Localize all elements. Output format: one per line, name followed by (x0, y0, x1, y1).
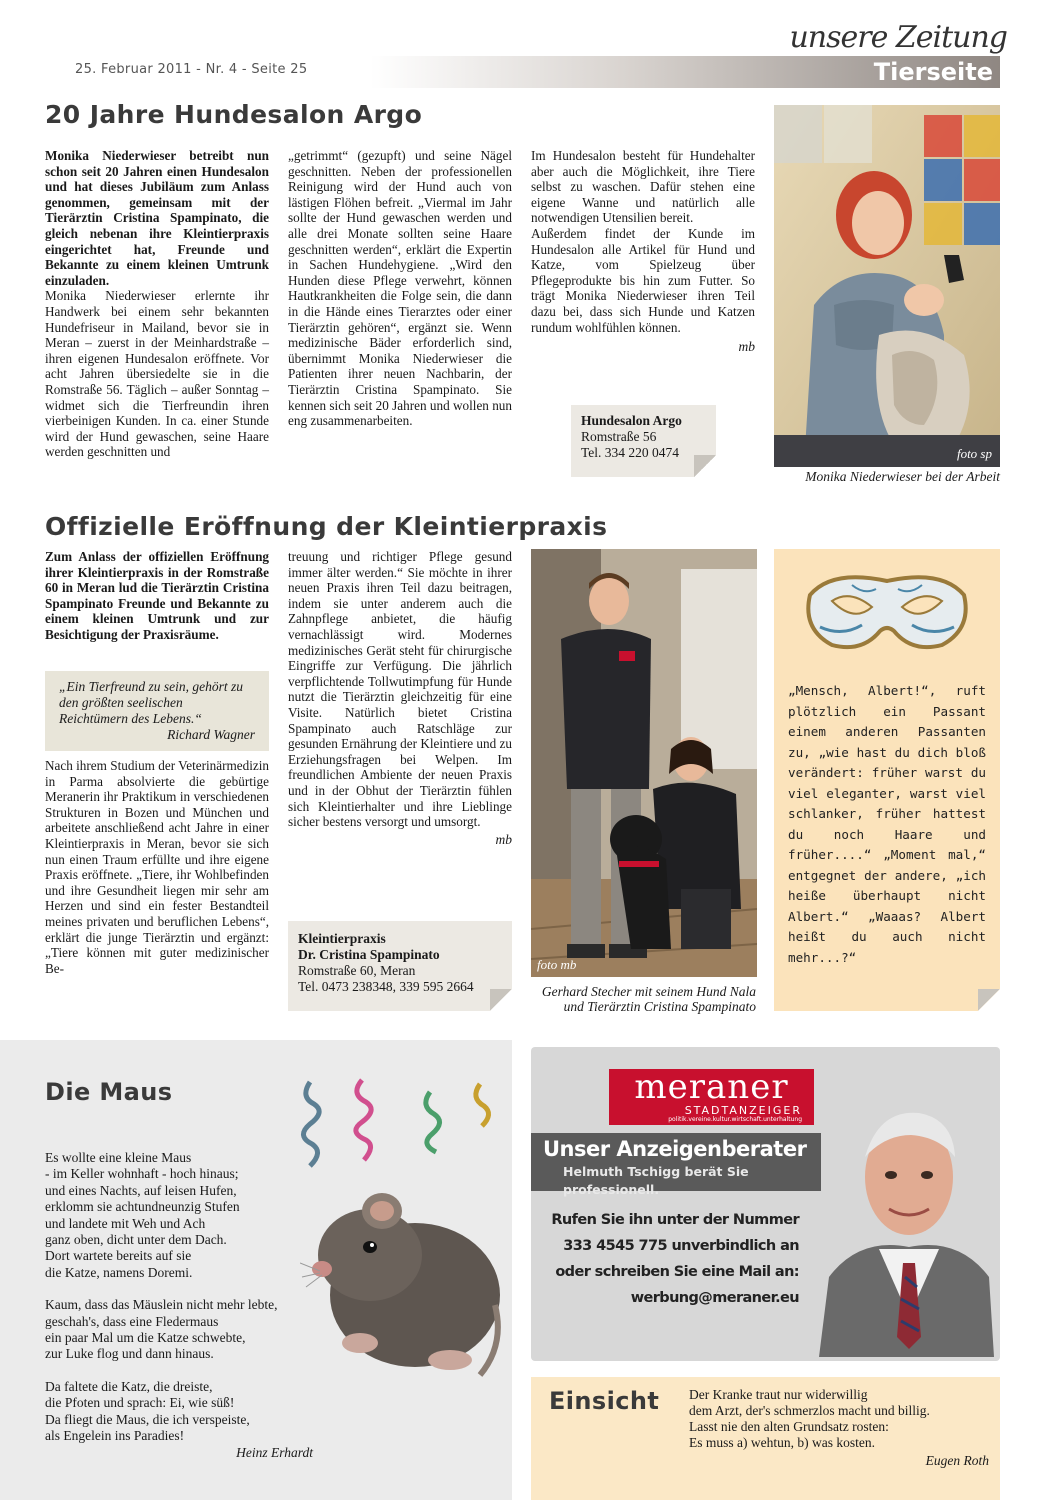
vet-photo-caption-line2: und Tierärztin Cristina Spampinato (563, 999, 756, 1014)
poem-line: erklomm sie achtundneunzig Stufen (45, 1199, 240, 1215)
article1-signature: mb (738, 339, 755, 355)
einsicht-poem (689, 1387, 989, 1469)
einsicht-box (531, 1377, 1000, 1500)
wagner-quote-box (45, 671, 269, 751)
article1-title: 20 Jahre Hundesalon Argo (45, 100, 423, 129)
ad-headline-bar (531, 1133, 821, 1197)
poem-line: die Katze, namens Doremi. (45, 1264, 193, 1280)
infobox-salon-address: Romstraße 56 (581, 429, 657, 444)
wagner-quote-author: Richard Wagner (167, 727, 255, 742)
article2-column-1 (45, 758, 269, 976)
vet-photo-caption-line1: Gerhard Stecher mit seinem Hund Nala (541, 984, 756, 999)
article1-col3-p1: Im Hundesalon besteht für Hundehalter aber auch die Möglichkeit, ihre Tiere selbst zu waschen. Dafür stehen eine eigene Wanne und natürlich alle notwendigen Utensilien bereit. (531, 148, 755, 226)
poem-line: Da faltete die Katz, die dreiste, (45, 1378, 213, 1394)
brand-logo: unsere Zeitung (789, 20, 1007, 55)
poem-title: Die Maus (45, 1078, 173, 1106)
article1-col2-body: „getrimmt“ (gezupft) und seine Nägel geschnitten. Neben der professionellen Reinigung wird der Hund auch von lästigen Flöhen befreit. „Viermal im Jahr sollte der Hund gewaschen werden und alle drei Monate sollten seine Haare geschnitten werden“, erklärt die Expertin in Sachen Hundehygiene. „Wird den Hunden diese Pflege verwehrt, können Hautkrankheiten die Folge sein, die dann in die Hände eines Tierarztes oder einer Tierärztin gehören“, ergänzt sie. Wenn medizinische Bäder erforderlich sind, übernimmt Monika Niederwieser die Patienten ihrer neuen Nachbarin, der Tierärztin Cristina Spampinato. Sie kennen sich seit 20 Jahren und wollen nun eng zusammenarbeiten. (288, 148, 512, 429)
poem-line: und eines Nachts, auf leisen Hufen, (45, 1182, 237, 1198)
poem-line: Es wollte eine kleine Maus (45, 1150, 192, 1165)
advertiser-ad (531, 1047, 1000, 1361)
infobox-practice-address: Romstraße 60, Meran (298, 963, 416, 978)
poem-line: Kaum, dass das Mäuslein nicht mehr lebte, (45, 1297, 278, 1313)
poem-body (45, 1150, 325, 1461)
article1-column-2 (288, 148, 512, 429)
article1-column-1 (45, 148, 269, 460)
poem-line: zur Luke flog und dann hinaus. (45, 1346, 214, 1362)
groomer-photo-credit: foto sp (956, 446, 992, 461)
poem-line: Dort wartete bereits auf sie (45, 1248, 192, 1264)
einsicht-line: Es muss a) wehtun, b) was kosten. (689, 1435, 875, 1450)
infobox-salon-phone: Tel. 334 220 0474 (581, 445, 680, 460)
ad-body-line: Rufen Sie ihn unter der Nummer (551, 1212, 799, 1228)
einsicht-title: Einsicht (549, 1387, 660, 1415)
poem-stanza-3 (45, 1379, 325, 1445)
page-curl-shadow (694, 455, 716, 477)
infobox-practice-line1: Kleintierpraxis (298, 931, 386, 946)
ad-body-line: 333 4545 775 unverbindlich an (563, 1238, 799, 1254)
ad-headline: Unser Anzeigenberater (543, 1137, 807, 1161)
einsicht-author: Eugen Roth (925, 1453, 989, 1468)
article2-col2-body: treuung und richtiger Pflege gesund immer älter werden.“ Sie möchte in ihrer neuen Praxis ihren Teil dazu beitragen, indem sie unter anderem auch die Zahnpflege anbietet, die häufig vernachlässigt wird. Modernes medizinisches Gerät steht für chirurgische Eingriffe zur Verfügung. Die jährlich verpflichtende Tollwutimpfung für Hunde nutzt die Tierärztin gleichzeitig für eine Visite. Natürlich bietet Cristina Spampinato auch Ratschläge zur gesunden Ernährung der Kleintiere und zu Erziehungsfragen bei Welpen. Im freundlichen Ambiente der neuen Praxis und in der Obhut der Tierärztin fühlen sich Kleintierhalter und ihre Lieblinge sicher bestens versorgt und umsorgt. (288, 549, 512, 830)
vet-photo (531, 549, 757, 977)
poem-line: ein paar Mal um die Katze schwebte, (45, 1330, 246, 1346)
article1-lead: Monika Niederwieser betreibt nun schon seit 20 Jahren einen Hundesalon und hat dieses Jubiläum zum Anlass genommen, gemeinsam mit der Tierärztin Cristina Spampinato, die gleich nebenan ihre Kleintierpraxis eingerichtet hat, Freunde und Bekannte zu einem kleinen Umtrunk einzuladen. (45, 148, 269, 288)
wagner-quote-text: „Ein Tierfreund zu sein, gehört zu den größten seelischen Reichtümern des Lebens.“ (59, 679, 244, 726)
einsicht-line: dem Arzt, der's schmerzlos macht und billig. (689, 1403, 930, 1418)
poem-line: geschah's, dass eine Fledermaus (45, 1313, 219, 1329)
poem-stanza-2 (45, 1297, 325, 1363)
poem-line: - im Keller wohnhaft - hoch hinaus; (45, 1166, 239, 1182)
groomer-photo-illustration (774, 105, 1000, 467)
mouse-illustration (300, 1175, 505, 1380)
joke-box (774, 549, 1000, 1011)
article1-col3-p2: Außerdem findet der Kunde im Hundesalon alle Artikel für Hund und Katze, vom Spielzeug über Pflegeprodukte bis hin zum Futter. So trägt Monika Niederwieser ihren Teil dazu bei, dass sich Hunde und Katzen rundum wohlfühlen können. (531, 225, 755, 335)
poem-line: und landete mit Weh und Ach (45, 1215, 206, 1231)
vet-photo-caption (500, 984, 756, 1014)
article2-signature: mb (495, 831, 512, 847)
infobox-practice-line2: Dr. Cristina Spampinato (298, 947, 440, 962)
article2-column-2 (288, 549, 512, 847)
poem-line: ganz oben, dicht unter dem Dach. (45, 1232, 227, 1248)
groomer-photo-caption: Monika Niederwieser bei der Arbeit (805, 469, 1000, 484)
poem-author: Heinz Erhardt (236, 1444, 313, 1460)
carnival-mask-icon (802, 567, 972, 655)
meraner-logo-tagline: politik.vereine.kultur.wirtschaft.unterhaltung (668, 1116, 802, 1123)
article2-lead-column (45, 549, 269, 643)
ad-email-link[interactable]: werbung@meraner.eu (630, 1290, 799, 1306)
vet-photo-illustration (531, 549, 757, 977)
einsicht-line: Der Kranke traut nur widerwillig (689, 1387, 868, 1402)
article1-infobox (571, 405, 716, 477)
ad-subline: Helmuth Tschigg berät Sie professionell. (563, 1164, 749, 1197)
article1-column-3 (531, 148, 755, 355)
infobox-salon-name: Hundesalon Argo (581, 413, 682, 428)
article2-lead: Zum Anlass der offiziellen Eröffnung ihrer Kleintierpraxis in der Romstraße 60 in Meran lud die Tierärztin Cristina Spampinato Freunde und Bekannte zu einem kleinen Umtrunk und zur Besichtigung der Praxisräume. (45, 549, 269, 642)
infobox-practice-phone: Tel. 0473 238348, 339 595 2664 (298, 979, 474, 994)
article2-infobox (288, 921, 512, 1011)
ad-body-line: oder schreiben Sie eine Mail an: (555, 1264, 799, 1280)
einsicht-line: Lasst nie den alten Grundsatz rosten: (689, 1419, 889, 1434)
joke-text: „Mensch, Albert!“, ruft plötzlich ein Passant einem anderen Passanten zu, „wie hast du dich bloß verändert: früher warst du viel eleganter, warst viel schlanker, früher hattest du noch Haare und früher....“ „Moment mal,“ entgegnet der andere, „ich heiße überhaupt nicht Albert.“ „Waaas? Albert heißt du auch nicht mehr...?“ (788, 683, 986, 965)
groomer-photo (774, 105, 1000, 467)
issue-date-line: 25. Februar 2011 - Nr. 4 - Seite 25 (75, 62, 308, 77)
meraner-logo (609, 1069, 814, 1125)
page-curl-shadow (978, 989, 1000, 1011)
article2-title: Offizielle Eröffnung der Kleintierpraxis (45, 512, 608, 541)
ad-body (531, 1207, 799, 1311)
poem-stanza-1 (45, 1150, 325, 1281)
advertiser-portrait (819, 1087, 994, 1357)
meraner-logo-wordmark: meraner (634, 1067, 789, 1107)
meraner-logo-sub: STADTANZEIGER (684, 1104, 802, 1117)
section-title: Tierseite (873, 58, 993, 86)
article1-col1-body: Monika Niederwieser erlernte ihr Handwerk bei einem sehr bekannten Hundefriseur in Mailand, bevor sie in Meran – zuerst in der Meinhardstraße – ihren eigenen Hundesalon eröffnete. Vor acht Jahren übersiedelte sie in die Romstraße 56. Täglich – außer Sonntag – widmet sich die Tierfreundin ihren vierbeinigen Kunden. In ca. einer Stunde wird der Hund gewaschen, seine Haare werden geschnitten und (45, 288, 269, 460)
article2-col1-body: Nach ihrem Studium der Veterinärmedizin in Parma absolvierte die gebürtige Meranerin ihr Praktikum in verschiedenen Strukturen in Bozen und München und arbeitete anschließend acht Jahre in einer Kleintierpraxis in Meran, bevor sie sich nun einen Traum erfüllte und ihre eigene Praxis eröffnete. „Tiere, ihr Wohlbefinden und ihre Gesundheit liegen mir sehr am Herzen und sind ein fester Bestandteil meines privaten und beruflichen Lebens“, erklärt die junge Tierärztin und ergänzt: „Tiere können mit guter medizinischer Be- (45, 758, 269, 976)
poem-line: als Engelein ins Paradies! (45, 1428, 185, 1444)
poem-line: die Pfoten und sprach: Ei, wie süß! (45, 1395, 235, 1411)
poem-line: Da fliegt die Maus, die ich verspeiste, (45, 1411, 250, 1427)
vet-photo-credit: foto mb (537, 957, 577, 972)
